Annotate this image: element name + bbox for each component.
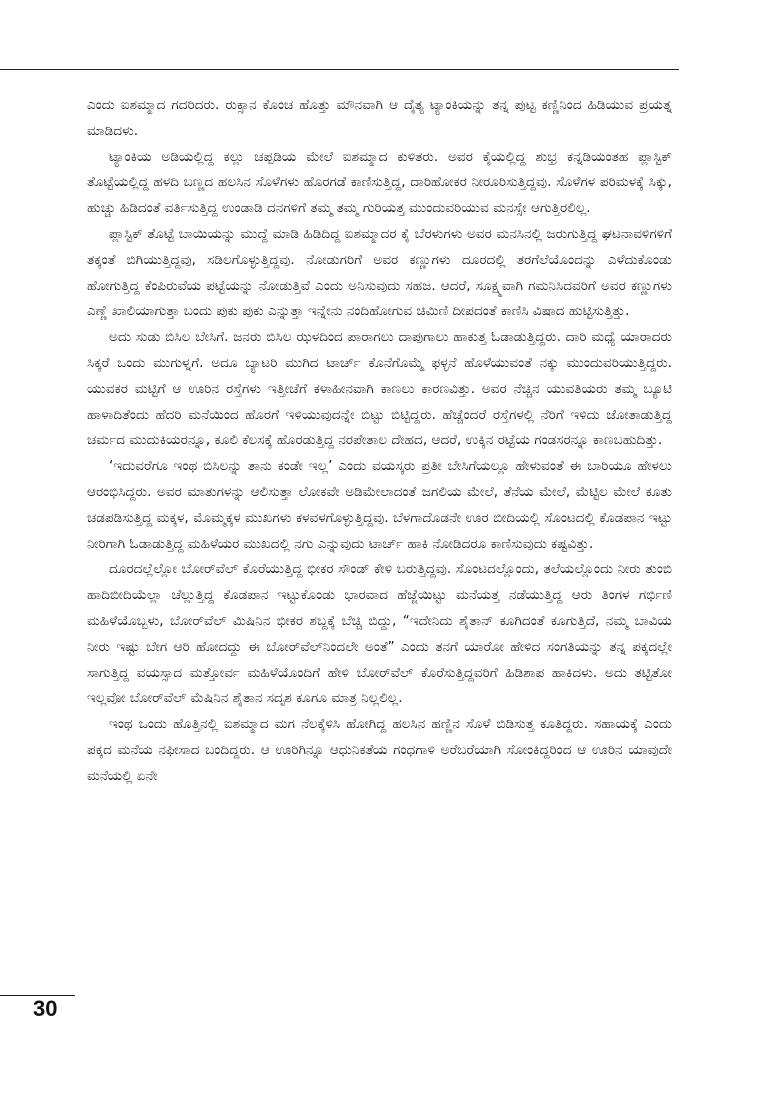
paragraph: ಪ್ಲಾಸ್ಟಿಕ್ ತೊಟ್ಟೆ ಬಾಯಿಯನ್ನು ಮುದ್ದೆ ಮಾಡಿ ಹಿಡಿದಿದ್ದ ಐಶಮ್ಮಾದರ ಕೈ ಬೆರಳುಗಳು ಅವರ ಮನಸಿನಲ್ಲಿ ಜರುಗುತ್ತಿದ್ದ ಘಟನಾವಳಿಗಳಿಗೆ ತಕ್ಕಂತೆ ಬಿಗಿಯುತ್ತಿದ್ದವು, ಸಡಿಲಗೊಳ್ಳುತ್ತಿದ್ದವು. ನೋಡುಗರಿಗೆ ಅವರ ಕಣ್ಣುಗಳು ದೂರದಲ್ಲಿ ತರಗೆಲೆಯೊಂದನ್ನು ಎಳೆದುಕೊಂಡು ಹೋಗುತ್ತಿದ್ದ ಕೆಂಪಿರುವೆಯ ಪಟ್ಟೆಯನ್ನು ನೋಡುತ್ತಿವೆ ಎಂದು ಅನಿಸುವುದು ಸಹಜ. ಆದರೆ, ಸೂಕ್ಷ್ಮವಾಗಿ ಗಮನಿಸಿದವರಿಗೆ ಅವರ ಕಣ್ಣುಗಳು ಎಣ್ಣೆ ಖಾಲಿಯಾಗುತ್ತಾ ಬಂದು ಪುಕು ಪುಕು ಎನ್ನುತ್ತಾ ಇನ್ನೇನು ನಂದಿಹೋಗುವ ಚಿಮಿಣಿ ದೀಪದಂತೆ ಕಾಣಿಸಿ ವಿಷಾದ ಹುಟ್ಟಿಸುತ್ತಿತ್ತು. (87, 225, 672, 320)
page-number: 30 (33, 996, 58, 1021)
paragraph: ದೂರದಲ್ಲೆಲ್ಲೋ ಬೋರ್‌ವೆಲ್ ಕೊರೆಯುತ್ತಿದ್ದ ಭೀಕರ ಸೌಂಡ್ ಕೇಳಿ ಬರುತ್ತಿದ್ದವು. ಸೊಂಟದಲ್ಲೊಂದು, ತಲೆಯಲ್ಲೊಂದು ನೀರು ತುಂಬಿ ಹಾದಿಬೀದಿಯೆಲ್ಲಾ ಚೆಲ್ಲುತ್ತಿದ್ದ ಕೊಡಪಾನ ಇಟ್ಟುಕೊಂಡು ಭಾರವಾದ ಹೆಜ್ಜೆಯಿಟ್ಟು ಮನೆಯತ್ತ ನಡೆಯುತ್ತಿದ್ದ ಆರು ತಿಂಗಳ ಗರ್ಭಿಣಿ ಮಹಿಳೆಯೊಬ್ಬಳು, ಬೋರ್‌ವೆಲ್ ಮಿಷಿನಿನ ಭೀಕರ ಶಬ್ದಕ್ಕೆ ಬೆಚ್ಚಿ ಬಿದ್ದು, “ಇದೇನಿದು ಶೈತಾನ್ ಕೂಗಿದಂತೆ ಕೂಗುತ್ತಿದೆ, ನಮ್ಮ ಬಾವಿಯ ನೀರು ಇಷ್ಟು ಬೇಗ ಆರಿ ಹೋದದ್ದು ಈ ಬೋರ್‌ವೆಲ್‌ನಿಂದಲೇ ಅಂತೆ” ಎಂದು ತನಗೆ ಯಾರೋ ಹೇಳಿದ ಸಂಗತಿಯನ್ನು ತನ್ನ ಪಕ್ಕದಲ್ಲೇ ಸಾಗುತ್ತಿದ್ದ ವಯಸ್ಸಾದ ಮತ್ತೋರ್ವ ಮಹಿಳೆಯೊಂದಿಗೆ ಹೇಳಿ ಬೋರ್‌ವೆಲ್ ಕೊರೆಸುತ್ತಿದ್ದವರಿಗೆ ಹಿಡಿಶಾಪ ಹಾಕಿದಳು. ಅದು ತಟ್ಟಿತೋ ಇಲ್ಲವೋ ಬೋರ್‌ವೆಲ್ ಮೆಷಿನಿನ ಶೈತಾನ ಸದೃಶ ಕೂಗೂ ಮಾತ್ರ ನಿಲ್ಲಲಿಲ್ಲ. (87, 561, 672, 707)
paragraph: ಅದು ಸುಡು ಬಿಸಿಲ ಬೇಸಿಗೆ. ಜನರು ಬಿಸಿಲ ಝಳದಿಂದ ಪಾರಾಗಲು ದಾಪುಗಾಲು ಹಾಕುತ್ತ ಓಡಾಡುತ್ತಿದ್ದರು. ದಾರಿ ಮಧ್ಯೆ ಯಾರಾದರು ಸಿಕ್ಕರೆ ಒಂದು ಮುಗುಳ್ನಗೆ. ಅದೂ ಬ್ಯಾಟರಿ ಮುಗಿದ ಟಾರ್ಚ್ ಕೊನೆಗೊಮ್ಮೆ ಫಳ್ಳನೆ ಹೊಳೆಯುವಂತೆ ನಕ್ಕು ಮುಂದುವರಿಯುತ್ತಿದ್ದರು. ಯುವಕರ ಮಟ್ಟಿಗೆ ಆ ಊರಿನ ರಸ್ತೆಗಳು ಇತ್ತೀಚೆಗೆ ಕಳಾಹೀನವಾಗಿ ಕಾಣಲು ಕಾರಣವಿತ್ತು. ಅವರ ನೆಚ್ಚಿನ ಯುವತಿಯರು ತಮ್ಮ ಬ್ಯೂಟಿ ಹಾಳಾದಿತೆಂದು ಹೆದರಿ ಮನೆಯಿಂದ ಹೊರಗೆ ಇಳಿಯುವುದನ್ನೇ ಬಿಟ್ಟು ಬಿಟ್ಟಿದ್ದರು. ಹೆಚ್ಚೆಂದರೆ ರಸ್ತೆಗಳಲ್ಲಿ ನೆರಿಗೆ ಇಳಿದು ಜೋತಾಡುತ್ತಿದ್ದ ಚರ್ಮದ ಮುದುಕಿಯರನ್ನೂ, ಕೂಲಿ ಕೆಲಸಕ್ಕೆ ಹೊರಡುತ್ತಿದ್ದ ನರಪೇತಾಲ ದೇಹದ, ಆದರೆ, ಉಕ್ಕಿನ ರಟ್ಟೆಯ ಗಂಡಸರನ್ನೂ ಕಾಣಬಹುದಿತ್ತು. (87, 329, 672, 449)
body-text (87, 93, 672, 1013)
paragraph: ‘ಇದುವರೆಗೂ ಇಂಥ ಬಿಸಿಲನ್ನು ತಾನು ಕಂಡೇ ಇಲ್ಲ’ ಎಂದು ವಯಸ್ಕರು ಪ್ರತೀ ಬೇಸಿಗೆಯಲ್ಲೂ ಹೇಳುವಂತೆ ಈ ಬಾರಿಯೂ ಹೇಳಲು ಆರಂಭಿಸಿದ್ದರು. ಅವರ ಮಾತುಗಳನ್ನು ಆಲಿಸುತ್ತಾ ಲೋಕವೇ ಅಡಿಮೇಲಾದಂತೆ ಜಗಲಿಯ ಮೇಲೆ, ತೆನೆಯ ಮೇಲೆ, ಮೆಟ್ಟಿಲ ಮೇಲೆ ಕೂತು ಚಡಪಡಿಸುತ್ತಿದ್ದ ಮಕ್ಕಳ, ಮೊಮ್ಮಕ್ಕಳ ಮುಖಗಳು ಕಳವಳಗೊಳ್ಳುತ್ತಿದ್ದವು. ಬೆಳಗಾದೊಡನೇ ಊರ ಬೀದಿಯಲ್ಲಿ ಸೊಂಟದಲ್ಲಿ ಕೊಡಪಾನ ಇಟ್ಟು ನೀರಿಗಾಗಿ ಓಡಾಡುತ್ತಿದ್ದ ಮಹಿಳೆಯರ ಮುಖದಲ್ಲಿ ನಗು ಎನ್ನುವುದು ಟಾರ್ಚ್ ಹಾಕಿ ನೋಡಿದರೂ ಕಾಣಿಸುವುದು ಕಷ್ಟವಿತ್ತು. (87, 458, 672, 552)
header-rule (0, 69, 679, 70)
paragraph: ಎಂದು ಐಶಮ್ಮಾದ ಗದರಿದರು. ರುಕ್ಸಾನ ಕೊಂಚ ಹೊತ್ತು ಮೌನವಾಗಿ ಆ ದೈತ್ಯ ಟ್ಯಾಂಕಿಯನ್ನು ತನ್ನ ಪುಟ್ಟ ಕಣ್ಣಿನಿಂದ ಹಿಡಿಯುವ ಪ್ರಯತ್ನ ಮಾಡಿದಳು. (87, 97, 672, 139)
paragraph: ಟ್ಯಾಂಕಿಯ ಅಡಿಯಲ್ಲಿದ್ದ ಕಲ್ಲು ಚಪ್ಪಡಿಯ ಮೇಲೆ ಐಶಮ್ಮಾದ ಕುಳಿತರು. ಅವರ ಕೈಯಲ್ಲಿದ್ದ ಶುಭ್ರ ಕನ್ನಡಿಯಂತಹ ಪ್ಲಾಸ್ಟಿಕ್ ತೊಟ್ಟೆಯಲ್ಲಿದ್ದ ಹಳದಿ ಬಣ್ಣದ ಹಲಸಿನ ಸೊಳೆಗಳು ಹೊರಗಡೆ ಕಾಣಿಸುತ್ತಿದ್ದ, ದಾರಿಹೋಕರ ನೀರೂರಿಸುತ್ತಿದ್ದವು. ಸೊಳೆಗಳ ಪರಿಮಳಕ್ಕೆ ಸಿಕ್ಕು, ಹುಚ್ಚು ಹಿಡಿದಂತೆ ವರ್ತಿಸುತ್ತಿದ್ದ ಉಂಡಾಡಿ ದನಗಳಿಗೆ ತಮ್ಮ ತಮ್ಮ ಗುರಿಯತ್ತ ಮುಂದುವರಿಯುವ ಮನಸ್ಸೇ ಆಗುತ್ತಿರಲಿಲ್ಲ. (87, 148, 672, 217)
paragraph: ಇಂಥ ಒಂದು ಹೊತ್ತಿನಲ್ಲಿ ಐಶಮ್ಮಾದ ಮಗ ನೆಲಕ್ಕೆಳಿಸಿ ಹೋಗಿದ್ದ ಹಲಸಿನ ಹಣ್ಣಿನ ಸೊಳೆ ಬಿಡಿಸುತ್ತ ಕೂತಿದ್ದರು. ಸಹಾಯಕ್ಕೆ ಎಂದು ಪಕ್ಕದ ಮನೆಯ ನಫೀಸಾದ ಬಂದಿದ್ದರು. ಆ ಊರಿಗಿನ್ನೂ ಆಧುನಿಕತೆಯ ಗಂಧಗಾಳಿ ಅರೆಬರೆಯಾಗಿ ಸೋಂಕಿದ್ದರಿಂದ ಆ ಊರಿನ ಯಾವುದೇ ಮನೆಯಲ್ಲಿ ಏನೇ (87, 716, 672, 784)
